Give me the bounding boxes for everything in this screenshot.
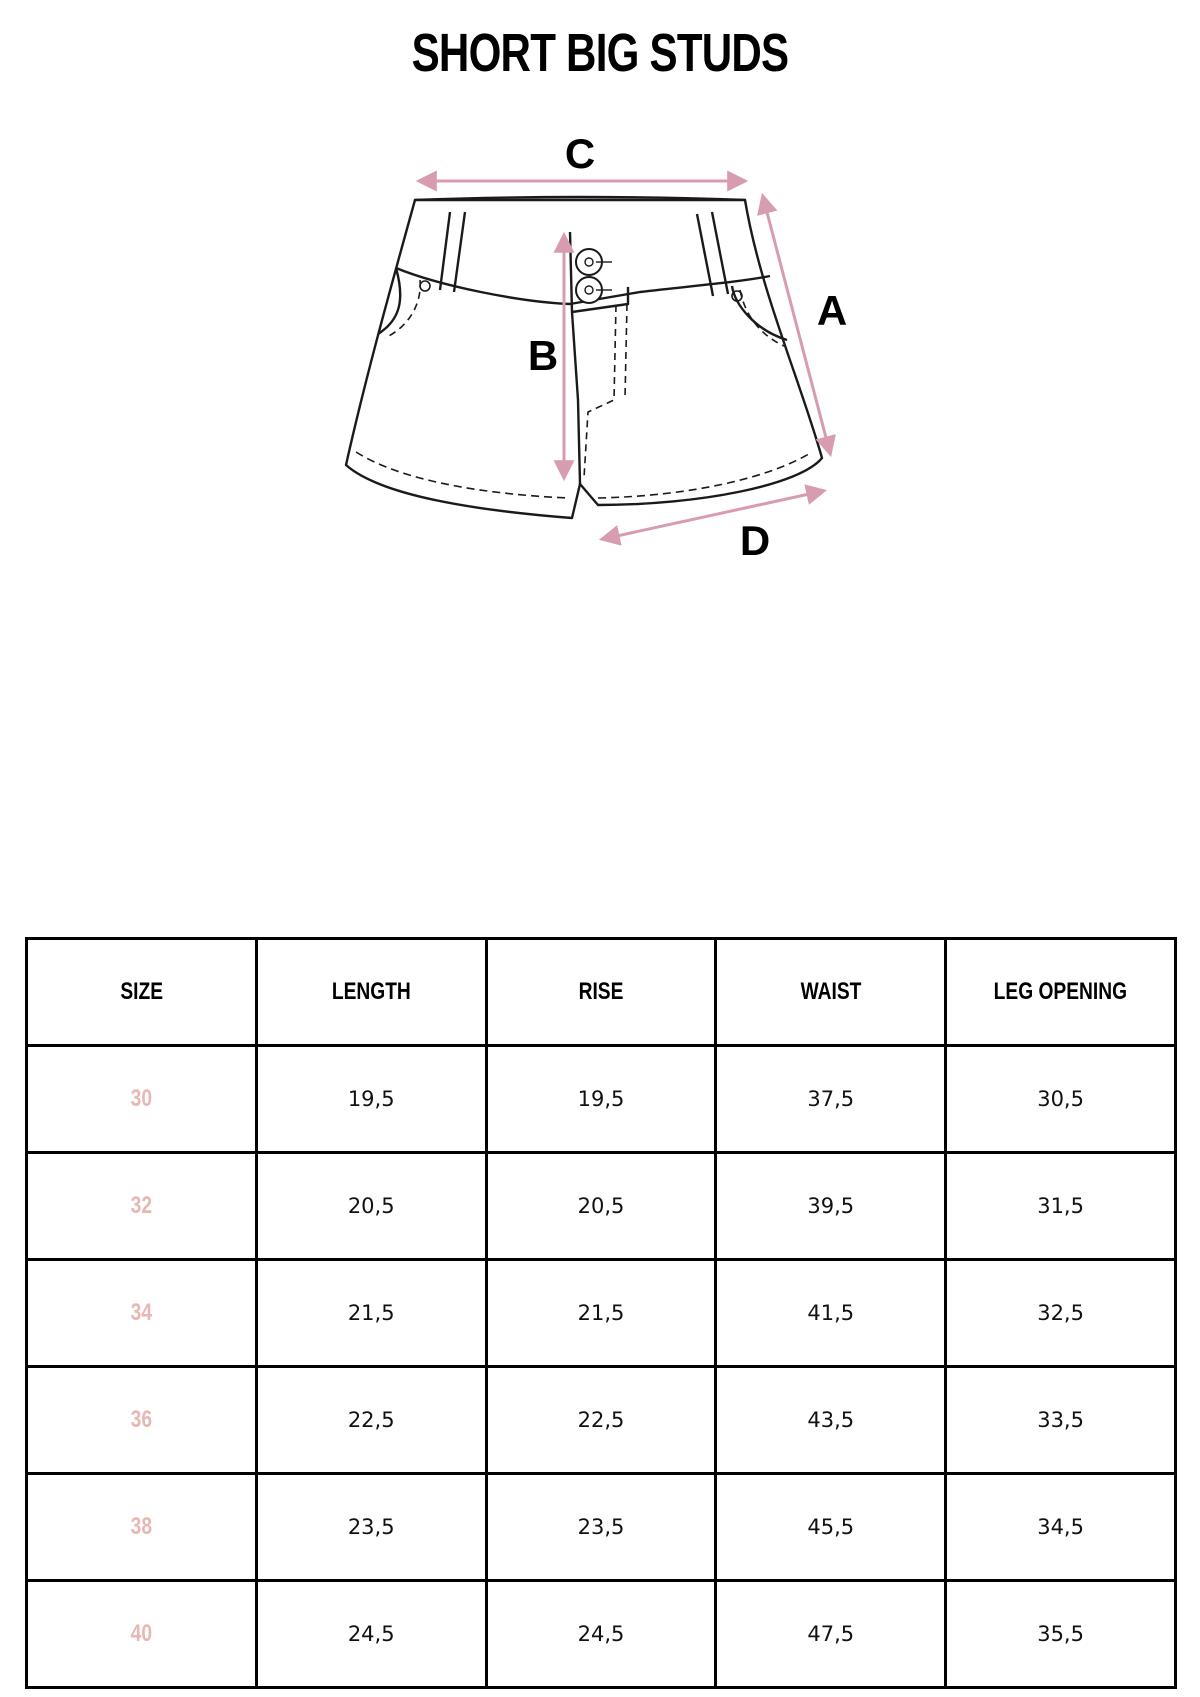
- waist-value: 41,5: [716, 1260, 946, 1367]
- shorts-diagram: [0, 0, 1200, 620]
- label-c: C: [564, 130, 596, 177]
- table-header-row: [27, 939, 1176, 1046]
- table-row: [27, 1367, 1176, 1474]
- leg-opening-value: 32,5: [946, 1260, 1176, 1367]
- shorts-outline: [346, 197, 822, 518]
- size-value: 30: [27, 1046, 257, 1153]
- rise-value: 24,5: [486, 1581, 716, 1688]
- rise-value: 22,5: [486, 1367, 716, 1474]
- leg-opening-value: 30,5: [946, 1046, 1176, 1153]
- label-a: A: [816, 287, 848, 334]
- header-leg-opening: LEG OPENING: [946, 939, 1176, 1046]
- label-d: D: [739, 517, 771, 564]
- length-value: 23,5: [256, 1474, 486, 1581]
- leg-opening-value: 35,5: [946, 1581, 1176, 1688]
- size-value: 40: [27, 1581, 257, 1688]
- waist-value: 45,5: [716, 1474, 946, 1581]
- rise-value: 19,5: [486, 1046, 716, 1153]
- waist-value: 37,5: [716, 1046, 946, 1153]
- rise-value: 23,5: [486, 1474, 716, 1581]
- waist-value: 39,5: [716, 1153, 946, 1260]
- page-title: SHORT BIG STUDS: [411, 23, 789, 83]
- size-value: 38: [27, 1474, 257, 1581]
- length-value: 21,5: [256, 1260, 486, 1367]
- header-rise: RISE: [486, 939, 716, 1046]
- table-row: [27, 1046, 1176, 1153]
- length-value: 22,5: [256, 1367, 486, 1474]
- length-value: 24,5: [256, 1581, 486, 1688]
- table-row: [27, 1581, 1176, 1688]
- waist-value: 47,5: [716, 1581, 946, 1688]
- label-b: B: [527, 332, 559, 379]
- size-table: [25, 937, 1177, 1689]
- rise-value: 21,5: [486, 1260, 716, 1367]
- rise-value: 20,5: [486, 1153, 716, 1260]
- header-waist: WAIST: [716, 939, 946, 1046]
- leg-opening-value: 34,5: [946, 1474, 1176, 1581]
- waist-value: 43,5: [716, 1367, 946, 1474]
- table-row: [27, 1153, 1176, 1260]
- table-row: [27, 1474, 1176, 1581]
- header-length: LENGTH: [256, 939, 486, 1046]
- length-value: 19,5: [256, 1046, 486, 1153]
- length-value: 20,5: [256, 1153, 486, 1260]
- table-row: [27, 1260, 1176, 1367]
- size-value: 34: [27, 1260, 257, 1367]
- leg-opening-value: 33,5: [946, 1367, 1176, 1474]
- leg-opening-value: 31,5: [946, 1153, 1176, 1260]
- size-value: 36: [27, 1367, 257, 1474]
- header-size: SIZE: [27, 939, 257, 1046]
- size-value: 32: [27, 1153, 257, 1260]
